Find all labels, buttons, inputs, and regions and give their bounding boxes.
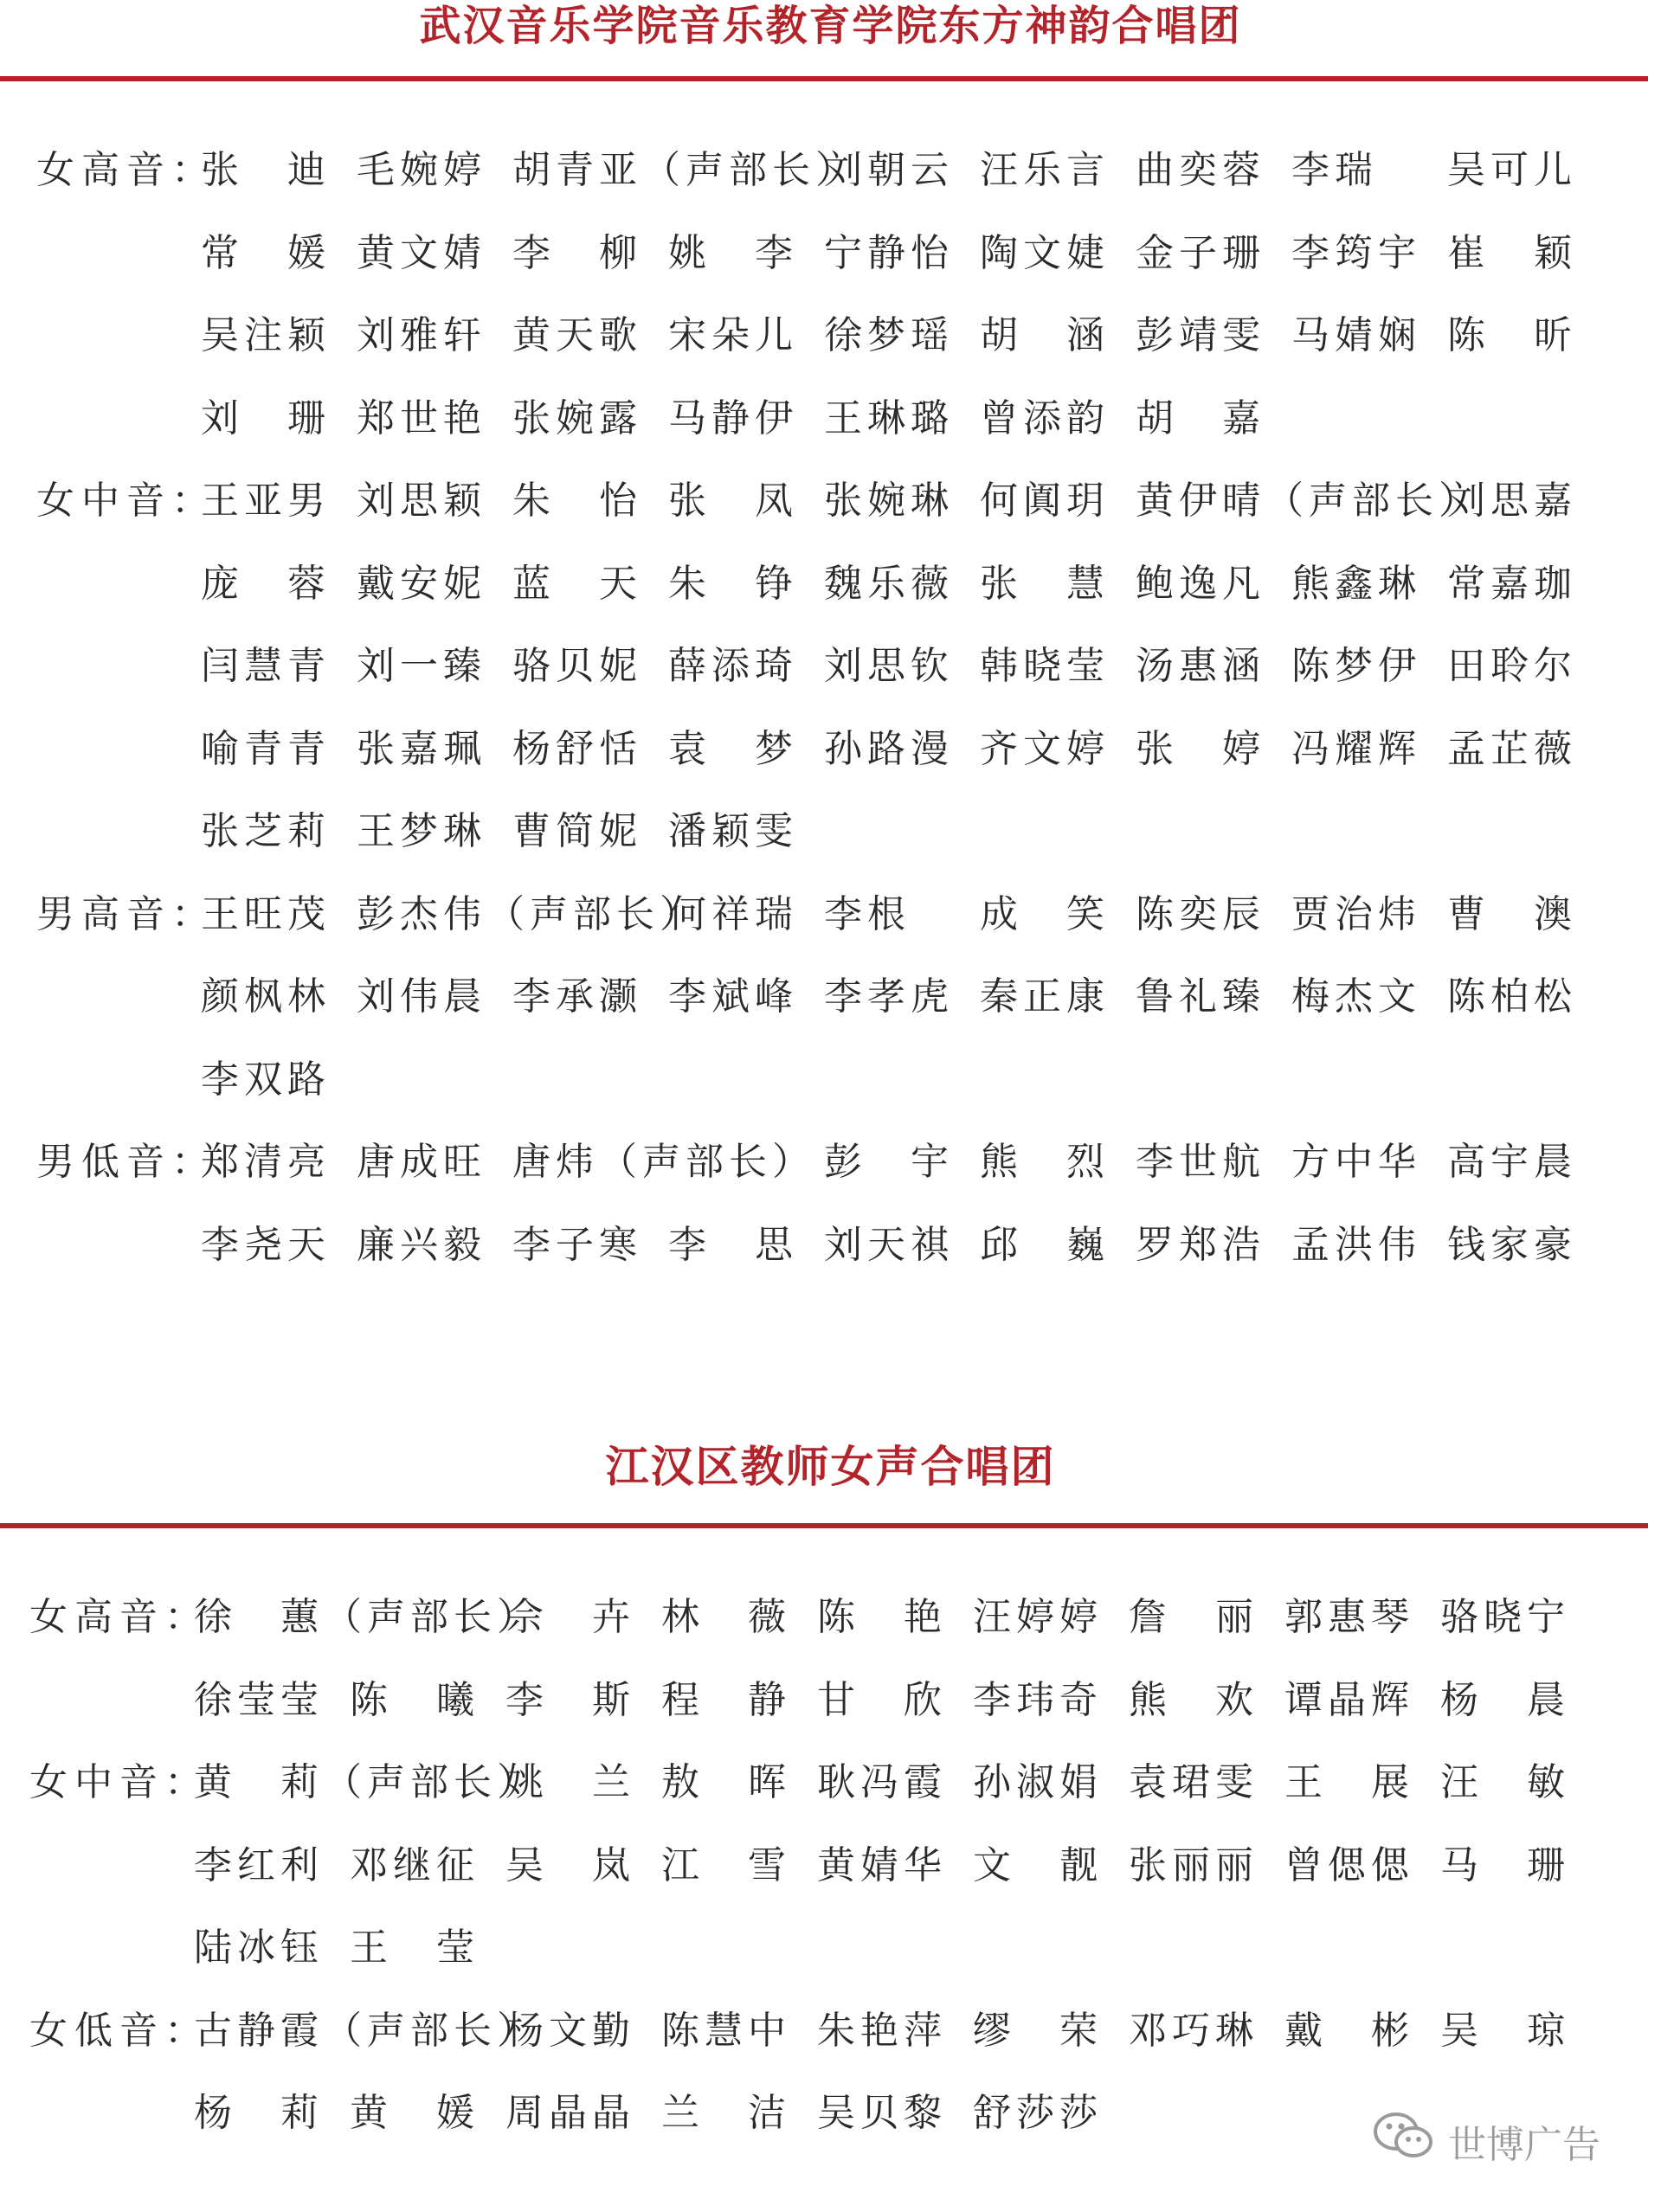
member-name: 王 展 <box>1284 1760 1414 1804</box>
member-name: 刘 珊 <box>201 395 331 440</box>
member-name: 汪婷婷 <box>973 1595 1103 1639</box>
member-name: 梅杰文 <box>1291 974 1421 1019</box>
member-name: 马婧娴 <box>1291 313 1421 357</box>
member-name: 徐 蕙（声部长） <box>194 1595 540 1639</box>
voice-part-label: 女中音： <box>29 1760 209 1804</box>
member-name: 耿冯霞 <box>817 1760 947 1804</box>
member-name: 宁静怡 <box>824 230 954 275</box>
member-name: 常 媛 <box>201 230 331 275</box>
member-name: 闫慧青 <box>201 644 331 688</box>
member-name: 孟洪伟 <box>1291 1222 1421 1267</box>
member-name: 文 靓 <box>973 1842 1103 1887</box>
member-name: 金子珊 <box>1136 230 1265 275</box>
member-name: 袁 梦 <box>668 726 798 771</box>
member-name: 戴安妮 <box>357 561 486 606</box>
member-name: 黄文婧 <box>357 230 486 275</box>
member-name: 曾偲偲 <box>1284 1842 1414 1887</box>
member-name: 唐炜（声部长） <box>512 1140 815 1184</box>
member-name: 曾添韵 <box>980 395 1110 440</box>
member-name: 李斌峰 <box>668 974 798 1019</box>
member-name: 李红利 <box>194 1842 324 1887</box>
member-name: 邓继征 <box>350 1842 480 1887</box>
member-name: 秦正康 <box>980 974 1110 1019</box>
member-name: 兰 洁 <box>661 2091 791 2135</box>
member-name: 杨 晨 <box>1440 1677 1570 1722</box>
member-name: 庞 蓉 <box>201 561 331 606</box>
member-name: 黄天歌 <box>512 313 642 357</box>
member-name: 陈柏松 <box>1447 974 1577 1019</box>
member-name: 佘 卉 <box>505 1595 635 1639</box>
member-name: 唐成旺 <box>357 1140 486 1184</box>
member-name: 喻青青 <box>201 726 331 771</box>
member-name: 舒莎莎 <box>973 2091 1103 2135</box>
member-name: 张嘉珮 <box>357 726 486 771</box>
member-name: 李筠宇 <box>1291 230 1421 275</box>
member-name: 孟芷薇 <box>1447 726 1577 771</box>
title-divider <box>0 1523 1648 1528</box>
member-name: 何祥瑞 <box>668 891 798 936</box>
member-name: 李世航 <box>1136 1140 1265 1184</box>
member-name: 薛添琦 <box>668 644 798 688</box>
member-name: 杨舒恬 <box>512 726 642 771</box>
member-name: 黄伊晴（声部长） <box>1136 479 1482 523</box>
member-name: 戴 彬 <box>1284 2008 1414 2053</box>
member-name: 吴注颖 <box>201 313 331 357</box>
member-name: 田聆尔 <box>1447 644 1577 688</box>
member-name: 张 婷 <box>1136 726 1265 771</box>
member-name: 马静伊 <box>668 395 798 440</box>
voice-part-label: 女低音： <box>29 2008 209 2053</box>
member-name: 张婉琳 <box>824 479 954 523</box>
member-name: 朱艳萍 <box>817 2008 947 2053</box>
member-name: 贾治炜 <box>1291 891 1421 936</box>
member-name: 胡青亚（声部长） <box>512 148 859 192</box>
member-name: 徐梦瑶 <box>824 313 954 357</box>
member-name: 张丽丽 <box>1129 1842 1259 1887</box>
member-name: 汪 敏 <box>1440 1760 1570 1804</box>
member-name: 江 雪 <box>661 1842 791 1887</box>
section-title: 武汉音乐学院音乐教育学院东方神韵合唱团 <box>419 2 1242 50</box>
member-name: 韩晓莹 <box>980 644 1110 688</box>
section-title: 江汉区教师女声合唱团 <box>605 1442 1056 1492</box>
member-name: 陶文婕 <box>980 230 1110 275</box>
member-name: 齐文婷 <box>980 726 1110 771</box>
member-name: 袁珺雯 <box>1129 1760 1259 1804</box>
member-name: 张 凤 <box>668 479 798 523</box>
member-name: 古静霞（声部长） <box>194 2008 540 2053</box>
watermark-text: 世博广告 <box>1448 2122 1600 2167</box>
member-name: 王琳璐 <box>824 395 954 440</box>
member-name: 彭杰伟（声部长） <box>357 891 703 936</box>
member-name: 王梦琳 <box>357 809 486 853</box>
member-name: 邓巧琳 <box>1129 2008 1259 2053</box>
member-name: 李根 <box>824 891 911 936</box>
member-name: 甘 欣 <box>817 1677 947 1722</box>
member-name: 吴 岚 <box>505 1842 635 1887</box>
member-name: 谭晶辉 <box>1284 1677 1414 1722</box>
member-name: 黄 媛 <box>350 2091 480 2135</box>
member-name: 吴贝黎 <box>817 2091 947 2135</box>
member-name: 陆冰钰 <box>194 1926 324 1970</box>
member-name: 朱 铮 <box>668 561 798 606</box>
member-name: 毛婉婷 <box>357 148 486 192</box>
member-name: 成 笑 <box>980 891 1110 936</box>
watermark <box>1372 2109 1600 2172</box>
member-name: 曹简妮 <box>512 809 642 853</box>
member-name: 周晶晶 <box>505 2091 635 2135</box>
member-name: 吴 琼 <box>1440 2008 1570 2053</box>
member-name: 王旺茂 <box>201 891 331 936</box>
member-name: 敖 晖 <box>661 1760 791 1804</box>
member-name: 缪 荣 <box>973 2008 1103 2053</box>
member-name: 林 薇 <box>661 1595 791 1639</box>
member-name: 魏乐薇 <box>824 561 954 606</box>
voice-part-label: 男低音： <box>36 1140 216 1184</box>
member-name: 彭靖雯 <box>1136 313 1265 357</box>
member-name: 刘雅轩 <box>357 313 486 357</box>
member-name: 骆贝妮 <box>512 644 642 688</box>
member-name: 罗郑浩 <box>1136 1222 1265 1267</box>
member-name: 姚 兰 <box>505 1760 635 1804</box>
member-name: 张 慧 <box>980 561 1110 606</box>
member-name: 李 柳 <box>512 230 642 275</box>
member-name: 李双路 <box>201 1057 331 1102</box>
member-name: 熊 烈 <box>980 1140 1110 1184</box>
voice-part-label: 男高音： <box>36 891 216 936</box>
member-name: 常嘉珈 <box>1447 561 1577 606</box>
member-name: 程 静 <box>661 1677 791 1722</box>
member-name: 方中华 <box>1291 1140 1421 1184</box>
member-name: 鲍逸凡 <box>1136 561 1265 606</box>
member-name: 徐莹莹 <box>194 1677 324 1722</box>
member-name: 汤惠涵 <box>1136 644 1265 688</box>
member-name: 钱家豪 <box>1447 1222 1577 1267</box>
member-name: 宋朵儿 <box>668 313 798 357</box>
member-name: 李 思 <box>668 1222 798 1267</box>
member-name: 吴可儿 <box>1447 148 1577 192</box>
member-name: 陈 昕 <box>1447 313 1577 357</box>
member-name: 刘思钦 <box>824 644 954 688</box>
member-name: 郑清亮 <box>201 1140 331 1184</box>
member-name: 刘天祺 <box>824 1222 954 1267</box>
member-name: 刘伟晨 <box>357 974 486 1019</box>
member-name: 詹 丽 <box>1129 1595 1259 1639</box>
member-name: 黄 莉（声部长） <box>194 1760 540 1804</box>
member-name: 熊 欢 <box>1129 1677 1259 1722</box>
member-name: 彭 宇 <box>824 1140 954 1184</box>
member-name: 朱 怡 <box>512 479 642 523</box>
member-name: 张 迪 <box>201 148 331 192</box>
voice-part-label: 女高音： <box>36 148 216 192</box>
member-name: 陈慧中 <box>661 2008 791 2053</box>
member-name: 陈梦伊 <box>1291 644 1421 688</box>
member-name: 李承灏 <box>512 974 642 1019</box>
member-name: 熊鑫琳 <box>1291 561 1421 606</box>
member-name: 汪乐言 <box>980 148 1110 192</box>
title-divider <box>0 76 1648 81</box>
member-name: 刘思嘉 <box>1447 479 1577 523</box>
member-name: 鲁礼臻 <box>1136 974 1265 1019</box>
voice-part-label: 女中音： <box>36 479 216 523</box>
member-name: 姚 李 <box>668 230 798 275</box>
member-name: 刘一臻 <box>357 644 486 688</box>
voice-part-label: 女高音： <box>29 1595 209 1639</box>
member-name: 李玮奇 <box>973 1677 1103 1722</box>
member-name: 曹 澳 <box>1447 891 1577 936</box>
member-name: 胡 涵 <box>980 313 1110 357</box>
member-name: 郑世艳 <box>357 395 486 440</box>
member-name: 潘颖雯 <box>668 809 798 853</box>
member-name: 廉兴毅 <box>357 1222 486 1267</box>
wechat-icon <box>1372 2109 1436 2172</box>
member-name: 陈 艳 <box>817 1595 947 1639</box>
member-name: 马 珊 <box>1440 1842 1570 1887</box>
member-name: 李子寒 <box>512 1222 642 1267</box>
member-name: 颜枫林 <box>201 974 331 1019</box>
member-name: 高宇晨 <box>1447 1140 1577 1184</box>
member-name: 冯耀辉 <box>1291 726 1421 771</box>
member-name: 李瑞 <box>1291 148 1378 192</box>
member-name: 李 斯 <box>505 1677 635 1722</box>
member-name: 何阗玥 <box>980 479 1110 523</box>
member-name: 孙路漫 <box>824 726 954 771</box>
member-name: 杨文勤 <box>505 2008 635 2053</box>
member-name: 王亚男 <box>201 479 331 523</box>
member-name: 陈奕辰 <box>1136 891 1265 936</box>
member-name: 王 莹 <box>350 1926 480 1970</box>
member-name: 骆晓宁 <box>1440 1595 1570 1639</box>
member-name: 黄婧华 <box>817 1842 947 1887</box>
member-name: 陈 曦 <box>350 1677 480 1722</box>
member-name: 张婉露 <box>512 395 642 440</box>
member-name: 李孝虎 <box>824 974 954 1019</box>
member-name: 刘思颖 <box>357 479 486 523</box>
member-name: 李尧天 <box>201 1222 331 1267</box>
member-name: 邱 巍 <box>980 1222 1110 1267</box>
member-name: 胡 嘉 <box>1136 395 1265 440</box>
member-name: 蓝 天 <box>512 561 642 606</box>
member-name: 刘朝云 <box>824 148 954 192</box>
member-name: 郭惠琴 <box>1284 1595 1414 1639</box>
member-name: 曲奕蓉 <box>1136 148 1265 192</box>
member-name: 孙淑娟 <box>973 1760 1103 1804</box>
member-name: 张芝莉 <box>201 809 331 853</box>
member-name: 杨 莉 <box>194 2091 324 2135</box>
member-name: 崔 颖 <box>1447 230 1577 275</box>
